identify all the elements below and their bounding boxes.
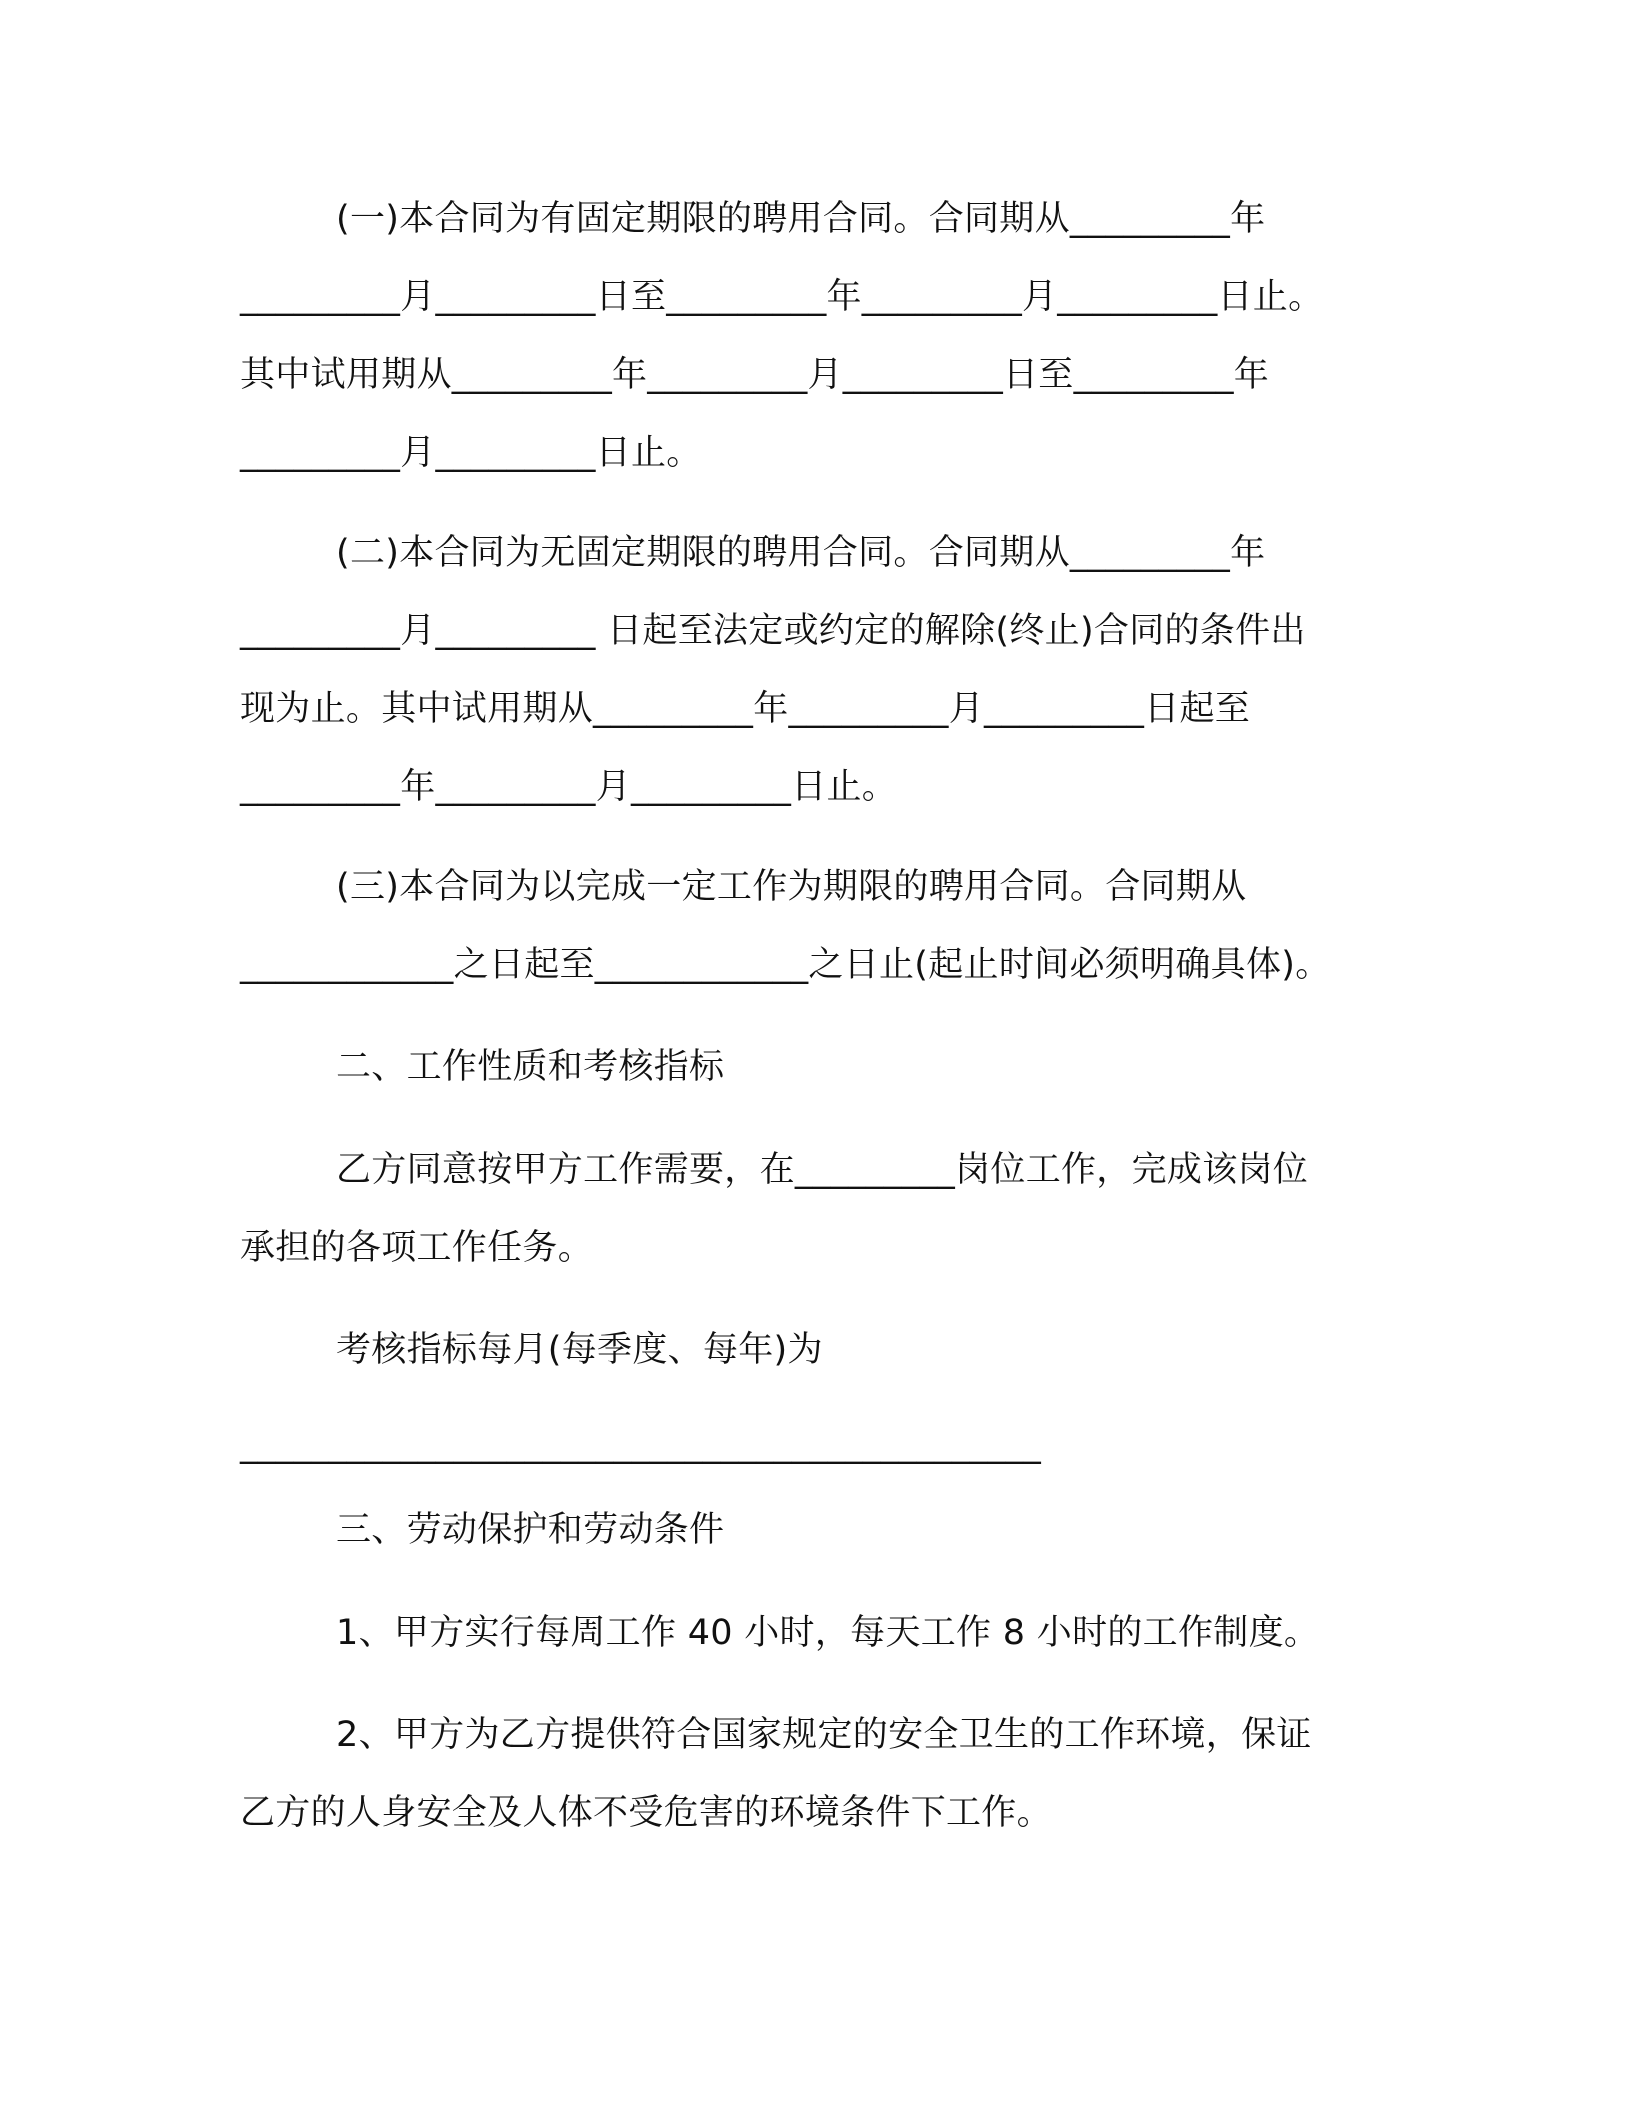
duty-line-1: 乙方同意按甲方工作需要，在_________岗位工作，完成该岗位	[336, 1150, 1309, 1190]
clause-3-line-2: ____________之日起至____________之日止(起止时间必须明确具体)。	[240, 945, 1331, 985]
assessment-line: 考核指标每月(每季度、每年)为	[336, 1330, 823, 1370]
section-2-heading: 二、工作性质和考核指标	[336, 1047, 725, 1087]
clause-1-line-4: _________月_________日止。	[240, 433, 702, 473]
clause-2-line-2: _________月_________ 日起至法定或约定的解除(终止)合同的条件出	[240, 611, 1306, 651]
clause-1-line-3: 其中试用期从_________年_________月_________日至_________年	[240, 355, 1270, 395]
clause-2-line-4: _________年_________月_________日止。	[240, 767, 898, 807]
clause-1-line-2: _________月_________日至_________年_________月_________日止。	[240, 277, 1324, 317]
section-3-heading: 三、劳动保护和劳动条件	[336, 1510, 725, 1550]
item-2-line-2: 乙方的人身安全及人体不受危害的环境条件下工作。	[240, 1793, 1052, 1833]
item-2-line-1: 2、甲方为乙方提供符合国家规定的安全卫生的工作环境，保证	[336, 1715, 1312, 1755]
clause-3-line-1: (三)本合同为以完成一定工作为期限的聘用合同。合同期从	[336, 867, 1247, 907]
item-1-line: 1、甲方实行每周工作 40 小时，每天工作 8 小时的工作制度。	[336, 1613, 1320, 1653]
clause-1-line-1: (一)本合同为有固定期限的聘用合同。合同期从_________年	[336, 199, 1266, 239]
assessment-blank: _____________________________________________	[240, 1425, 1041, 1465]
clause-2-line-1: (二)本合同为无固定期限的聘用合同。合同期从_________年	[336, 533, 1266, 573]
clause-2-line-3: 现为止。其中试用期从_________年_________月_________日起至	[240, 689, 1251, 729]
duty-line-2: 承担的各项工作任务。	[240, 1228, 594, 1268]
